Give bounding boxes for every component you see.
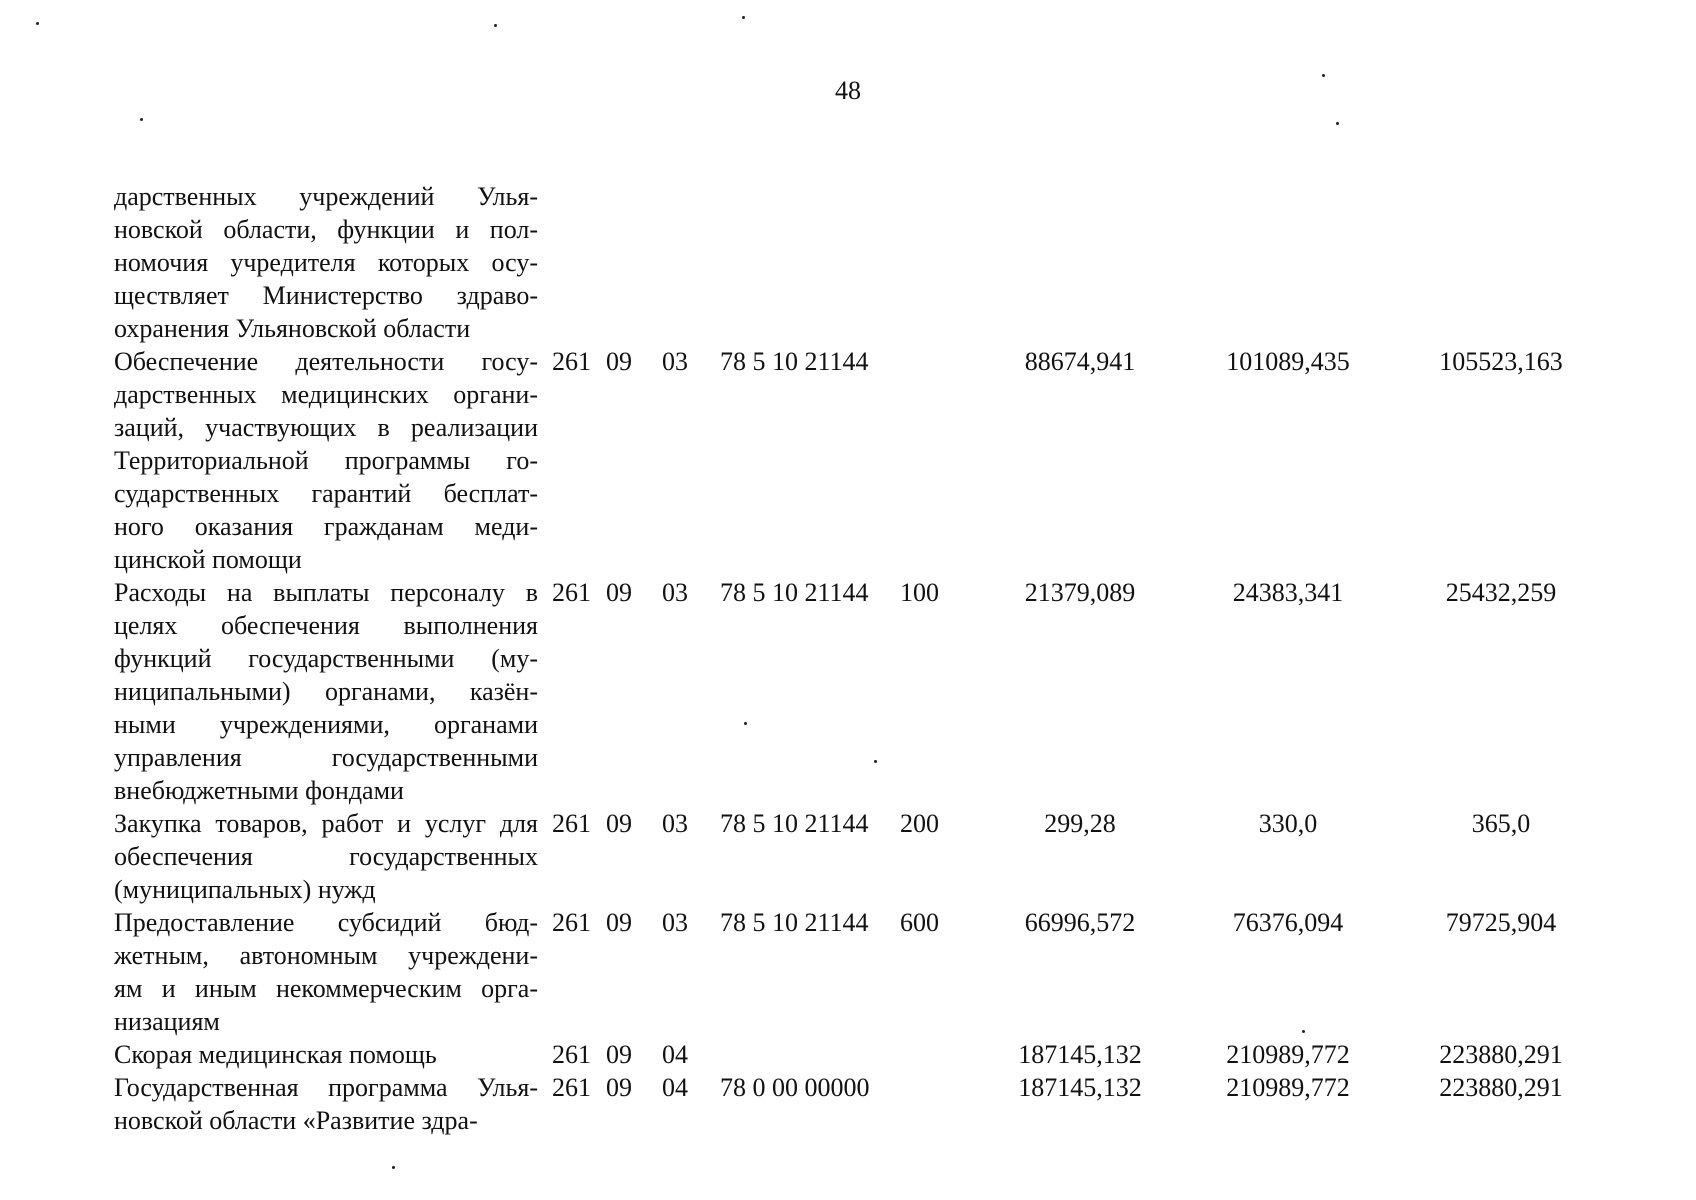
item-name-line: Скорая медицинская помощь [114,1040,437,1069]
item-name-line: сударственных гарантий бесплат- [114,479,538,508]
amount-year2-cell: 210989,772 [1226,1073,1350,1102]
amount-year3-cell: 365,0 [1471,809,1531,838]
amount-year3-cell: 25432,259 [1445,578,1557,607]
amount-year2-cell [1180,180,1396,345]
amount-year2-cell: 330,0 [1258,809,1318,838]
expense-type-cell: 200 [900,809,939,838]
column-gap [538,345,552,576]
scan-speck [140,118,143,121]
item-name-line: (муниципальных) нужд [114,875,376,904]
scan-speck [36,22,39,25]
target-article-cell [720,180,900,345]
item-name-cell [114,345,538,576]
amount-year1-cell: 66996,572 [1024,908,1136,937]
table-row [114,1038,1606,1071]
item-name-line: управления государственными [114,743,538,772]
amount-year2-cell: 210989,772 [1226,1040,1350,1069]
ministry-code-cell: 261 [552,578,591,607]
item-name-line: ного оказания гражданам меди- [114,512,538,541]
expense-type-cell [900,1071,980,1137]
item-name-line: охранения Ульяновской области [114,314,471,343]
expense-type-cell: 600 [900,908,939,937]
table-row [114,345,1606,576]
target-article-cell: 78 0 00 00000 [720,1073,870,1102]
subsection-code-cell: 03 [662,809,688,838]
item-name-line: Территориальной программы го- [114,446,538,475]
item-name-line: низациям [114,1007,220,1036]
ministry-code-cell: 261 [552,1073,591,1102]
item-name-cell [114,807,538,906]
amount-year1-cell: 21379,089 [1024,578,1136,607]
scan-speck [742,16,745,19]
target-article-cell [720,1038,900,1071]
ministry-code-cell: 261 [552,908,591,937]
ministry-code-cell: 261 [552,1040,591,1069]
amount-year1-cell: 299,28 [1044,809,1116,838]
target-article-cell: 78 5 10 21144 [720,908,869,937]
item-name-line: дарственных медицинских органи- [114,380,538,409]
scan-speck [494,24,497,27]
item-name-cell [114,906,538,1038]
amount-year2-cell: 76376,094 [1232,908,1344,937]
amount-year1-cell [980,180,1180,345]
amount-year3-cell: 79725,904 [1445,908,1557,937]
subsection-code-cell: 04 [662,1073,688,1102]
item-name-line: ниципальными) органами, казён- [114,677,538,706]
amount-year3-cell: 223880,291 [1439,1040,1563,1069]
item-name-line: Расходы на выплаты персоналу в [114,578,538,607]
amount-year1-cell: 88674,941 [1024,347,1136,376]
item-name-line: дарственных учреждений Улья- [114,182,538,211]
target-article-cell: 78 5 10 21144 [720,578,869,607]
section-code-cell: 09 [606,908,632,937]
item-name-cell [114,1038,538,1071]
item-name-cell [114,180,538,345]
item-name-line: Обеспечение деятельности госу- [114,347,538,376]
item-name-line: Закупка товаров, работ и услуг для [114,809,538,838]
item-name-line: номочия учредителя которых осу- [114,248,538,277]
item-name-line: внебюджетными фондами [114,776,404,805]
expense-type-cell: 100 [900,578,939,607]
section-code-cell: 09 [606,578,632,607]
subsection-code-cell: 03 [662,578,688,607]
column-gap [538,1038,552,1071]
item-name-line: цинской помощи [114,545,302,574]
subsection-code-cell: 03 [662,908,688,937]
table-row [114,576,1606,807]
item-name-line: обеспечения государственных [114,842,538,871]
item-name-line: целях обеспечения выполнения [114,611,538,640]
section-code-cell [606,180,662,345]
column-gap [538,807,552,906]
item-name-line: ям и иным некоммерческим орга- [114,974,538,1003]
table-row [114,180,1606,345]
expense-type-cell [900,345,980,576]
column-gap [538,906,552,1038]
ministry-code-cell [552,180,606,345]
scan-speck [1336,122,1339,125]
table-row [114,1071,1606,1137]
section-code-cell: 09 [606,347,632,376]
page-number: 48 [835,76,861,105]
item-name-line: заций, участвующих в реализации [114,413,538,442]
item-name-cell [114,576,538,807]
section-code-cell: 09 [606,1040,632,1069]
subsection-code-cell: 04 [662,1040,688,1069]
item-name-line: жетным, автономным учреждени- [114,941,538,970]
amount-year2-cell: 24383,341 [1232,578,1344,607]
amount-year3-cell [1396,180,1606,345]
section-code-cell: 09 [606,809,632,838]
subsection-code-cell [662,180,720,345]
amount-year3-cell: 223880,291 [1439,1073,1563,1102]
amount-year2-cell: 101089,435 [1226,347,1350,376]
item-name-line: ществляет Министерство здраво- [114,281,538,310]
column-gap [538,576,552,807]
item-name-line: новской области, функции и пол- [114,215,538,244]
budget-table [114,180,1606,1137]
expense-type-cell [900,1038,980,1071]
subsection-code-cell: 03 [662,347,688,376]
column-gap [538,180,552,345]
item-name-line: Государственная программа Улья- [114,1073,538,1102]
item-name-line: ными учреждениями, органами [114,710,538,739]
item-name-line: Предоставление субсидий бюд- [114,908,538,937]
expense-type-cell [900,180,980,345]
table-row [114,906,1606,1038]
item-name-line: новской области «Развитие здра- [114,1106,478,1135]
amount-year3-cell: 105523,163 [1439,347,1563,376]
item-name-line: функций государственными (му- [114,644,538,673]
table-row [114,807,1606,906]
ministry-code-cell: 261 [552,809,591,838]
ministry-code-cell: 261 [552,347,591,376]
amount-year1-cell: 187145,132 [1018,1073,1142,1102]
item-name-cell [114,1071,538,1137]
scan-speck [1322,74,1325,77]
column-gap [538,1071,552,1137]
scan-speck [392,1166,395,1169]
amount-year1-cell: 187145,132 [1018,1040,1142,1069]
target-article-cell: 78 5 10 21144 [720,809,869,838]
section-code-cell: 09 [606,1073,632,1102]
target-article-cell: 78 5 10 21144 [720,347,869,376]
